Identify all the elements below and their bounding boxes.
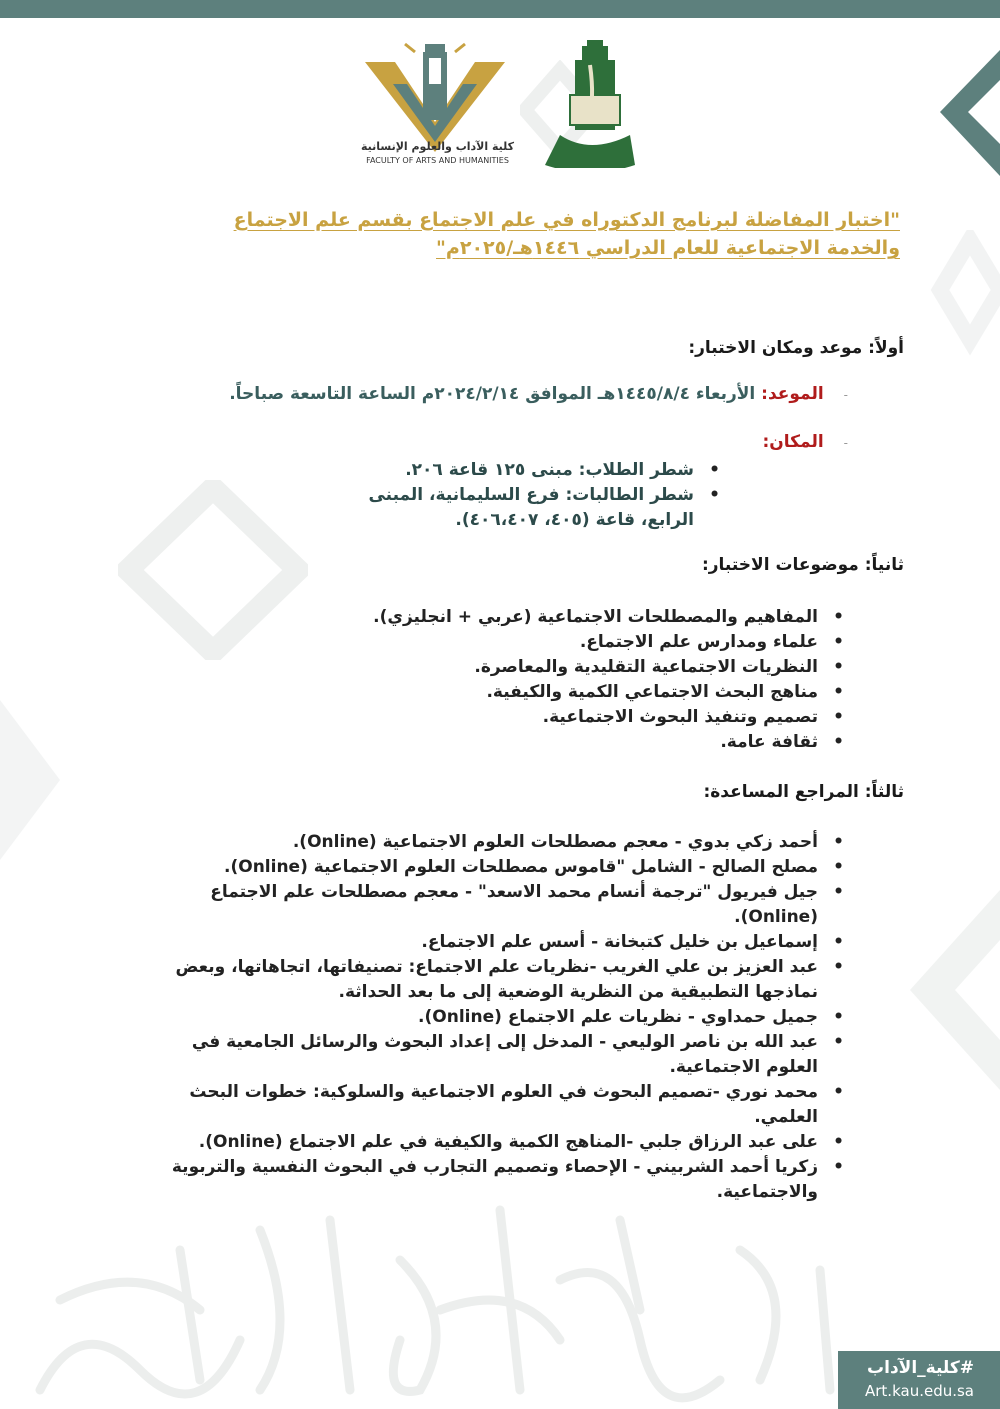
list-item: • جميل حمداوي - نظريات علم الاجتماع (Online).	[168, 1005, 818, 1030]
list-item: • المفاهيم والمصطلحات الاجتماعية (عربي + انجليزي).	[178, 605, 818, 630]
section-heading: ثانياً: موضوعات الاختبار:	[701, 555, 904, 575]
list-item: • أحمد زكي بدوي - معجم مصطلحات العلوم الاجتماعية (Online).	[168, 830, 818, 855]
footer-url[interactable]: Art.kau.edu.sa	[865, 1382, 974, 1400]
place-list	[314, 458, 694, 533]
chevron-decoration-left	[0, 700, 70, 860]
list-item: • ثقافة عامة.	[178, 730, 818, 755]
faculty-name-ar: كلية الآداب والعلوم الإنسانية	[360, 140, 515, 153]
list-item: • شطر الطلاب: مبنى ١٢٥ قاعة ٢٠٦.	[314, 458, 694, 483]
logos	[350, 38, 650, 168]
footer-badge	[838, 1351, 1000, 1409]
topics-list	[178, 605, 818, 755]
date-label: الموعد:	[761, 384, 824, 404]
schedule-place: -المكان:	[762, 432, 848, 452]
list-item: • تصميم وتنفيذ البحوث الاجتماعية.	[178, 705, 818, 730]
diamond-decoration-right	[900, 230, 1000, 370]
section-heading: ثالثاً: المراجع المساعدة:	[703, 782, 904, 802]
chevron-decoration-right	[880, 880, 1000, 1100]
top-decorative-bar	[0, 0, 1000, 18]
section-heading: أولاً: موعد ومكان الاختبار:	[688, 338, 904, 358]
list-item: • على عبد الرزاق جلبي -المناهج الكمية والكيفية في علم الاجتماع (Online).	[168, 1130, 818, 1155]
list-item: • مصلح الصالح - الشامل "قاموس مصطلحات العلوم الاجتماعية (Online).	[168, 855, 818, 880]
list-item: • شطر الطالبات: فرع السليمانية، المبنى الرابع، قاعة (٤٠٥، ٤٠٦،٤٠٧).	[314, 483, 694, 533]
list-item: • النظريات الاجتماعية التقليدية والمعاصرة.	[178, 655, 818, 680]
faculty-name-en: FACULTY OF ARTS AND HUMANITIES	[366, 156, 509, 165]
list-item: • مناهج البحث الاجتماعي الكمية والكيفية.	[178, 680, 818, 705]
list-item: • علماء ومدارس علم الاجتماع.	[178, 630, 818, 655]
schedule-date: -الموعد: الأربعاء ١٤٤٥/٨/٤هـ الموافق ٢٠٢٤/٢/١٤م الساعة التاسعة صباحاً.	[229, 384, 848, 404]
references-list	[168, 830, 818, 1205]
list-item: • جيل فيريول "ترجمة أنسام محمد الاسعد" - معجم مصطلحات علم الاجتماع (Online).	[168, 880, 818, 930]
title-line-1: "اختبار المفاضلة لبرنامج الدكتوراه في علم الاجتماع بقسم علم الاجتماع	[233, 209, 900, 231]
section-references	[144, 782, 904, 802]
place-label: المكان:	[762, 432, 824, 452]
calligraphy-watermark	[0, 1190, 900, 1409]
list-item: • عبد الله بن ناصر الوليعي - المدخل إلى إعداد البحوث والرسائل الجامعية في العلوم الاجتماعية.	[168, 1030, 818, 1080]
list-item: • محمد نوري -تصميم البحوث في العلوم الاجتماعية والسلوكية: خطوات البحث العلمي.	[168, 1080, 818, 1130]
document-title	[100, 206, 900, 262]
list-item: • إسماعيل بن خليل كتبخانة - أسس علم الاجتماع.	[168, 930, 818, 955]
section-schedule	[144, 338, 904, 358]
chevron-decoration-top-right	[930, 30, 1000, 180]
title-line-2: والخدمة الاجتماعية للعام الدراسي ١٤٤٦هـ/٢٠٢٥م"	[436, 237, 900, 259]
list-item: • عبد العزيز بن علي الغريب -نظريات علم الاجتماع: تصنيفاتها، اتجاهاتها، وبعض نماذجها التطبيقية من النظرية الوضعية إلى ما بعد الحداثة.	[168, 955, 818, 1005]
date-value: الأربعاء ١٤٤٥/٨/٤هـ الموافق ٢٠٢٤/٢/١٤م الساعة التاسعة صباحاً.	[229, 384, 756, 404]
section-topics	[144, 555, 904, 575]
footer-hashtag: #كلية_الآداب	[867, 1358, 974, 1378]
list-item: • زكريا أحمد الشربيني - الإحصاء وتصميم التجارب في البحوث النفسية والتربوية والاجتماعية.	[168, 1155, 818, 1205]
